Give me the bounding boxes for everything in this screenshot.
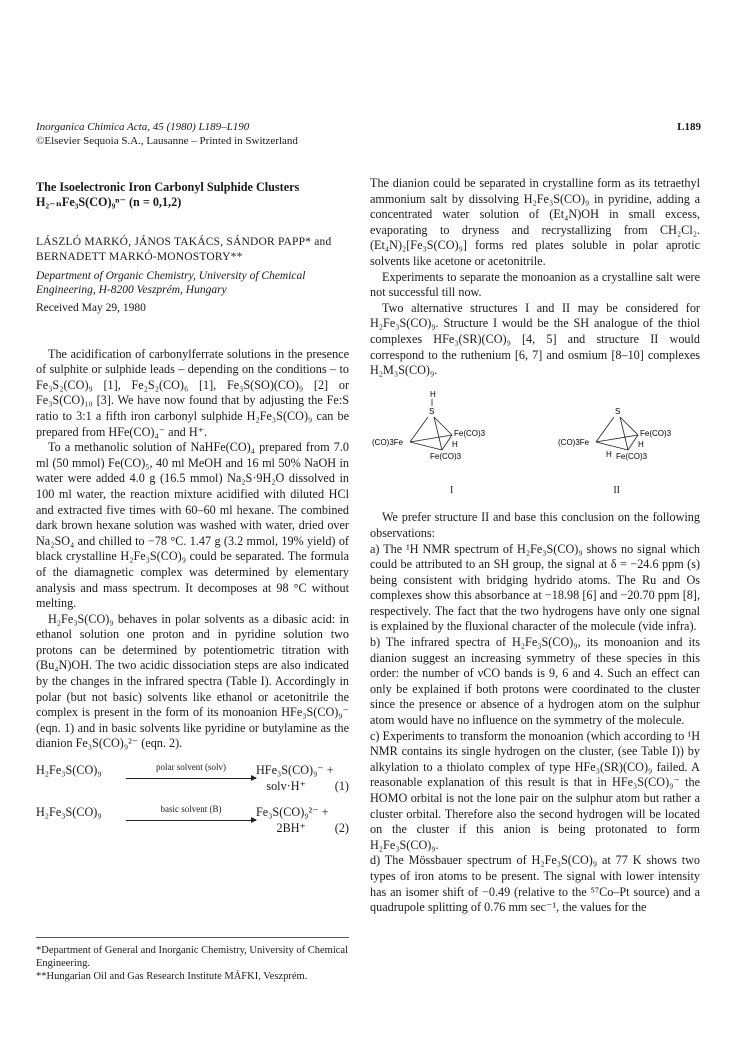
equation-1 bbox=[36, 760, 349, 779]
structure-labels bbox=[370, 483, 700, 499]
eqn1-product: HFe₃S(CO)₉⁻ + bbox=[256, 763, 334, 778]
paragraph: c) Experiments to transform the monoanion (which according to ¹H NMR contains its single hydrogen on the cluster, (see Table I)) by alkylation to a thiolato complex of type HFe₃(SR)(CO)₉ failed. A reasonable explanation of this result is that in HFe₃S(CO)₉⁻ the HOMO orbital is not the lone pair on the sulphur atom but rather a cluster orbital. Therefore also the second hydrogen will be located on the cluster if this anion is being protonated to form H₂Fe₃S(CO)₉. bbox=[370, 728, 700, 852]
equation-2 bbox=[36, 802, 349, 821]
paragraph: To a methanolic solution of NaHFe(CO)₄ prepared from 7.0 ml (50 mmol) Fe(CO)₅, 40 ml MeOH and 16 ml 50% NaOH in water were added 4.0 g (16.5 mmol) Na₂S·9H₂O dissolved in 100 ml water, the reaction mixture acidified with diluted HCl and extracted five times with 60–60 ml hexane. The combined dark brown hexane solution was washed with water, dried over Na₂SO₄ and chilled to −78 °C. 1.47 g (3.2 mmol, 19% yield) of black crystalline H₂Fe₃S(CO)₉ could be separated. The formula of the diamagnetic complex was determined by elementary analysis and mass spectrum. It decomposes at 98 °C without melting. bbox=[36, 440, 349, 611]
eqn2-condition: basic solvent (B) bbox=[160, 804, 222, 815]
authors: LÁSZLÓ MARKÓ, JÁNOS TAKÁCS, SÁNDOR PAPP* and BERNADETT MARKÓ-MONOSTORY** bbox=[36, 236, 332, 263]
paragraph: Experiments to separate the monoanion as a crystalline salt were not successful till now. bbox=[370, 269, 700, 300]
title-line-1: The Isoelectronic Iron Carbonyl Sulphide Clusters bbox=[36, 180, 300, 194]
footnote-2: **Hungarian Oil and Gas Research Institute MÁFKI, Veszprém. bbox=[36, 971, 308, 982]
footnote-1: *Department of General and Inorganic Chemistry, University of Chemical Engineering. bbox=[36, 945, 348, 969]
s2-s-label: S bbox=[615, 406, 621, 416]
s1-fe-bot: Fe(CO)3 bbox=[430, 451, 462, 461]
paragraph: Two alternative structures I and II may be considered for H₂Fe₃S(CO)₉. Structure I would be the SH analogue of the thiol complexes HFe₃(SR)(CO)₉ [4, 5] and structure II would correspond to the ruthenium [6, 7] and osmium [8–10] complexes H₂M₃S(CO)₉. bbox=[370, 300, 700, 378]
s1-fe-top: Fe(CO)3 bbox=[454, 428, 486, 438]
eqn1-condition: polar solvent (solv) bbox=[156, 762, 226, 773]
s1-h-label: H bbox=[430, 389, 436, 399]
structures-svg bbox=[370, 387, 700, 477]
eqn2-product: Fe₃S(CO)₉²⁻ + bbox=[256, 805, 329, 820]
title-line-2: H₂₋ₙFe₃S(CO)₉ⁿ⁻ (n = 0,1,2) bbox=[36, 195, 182, 209]
left-column bbox=[36, 180, 349, 838]
paragraph: H₂Fe₃S(CO)₉ behaves in polar solvents as a dibasic acid: in ethanol solution one proton and in pyridine solution two protons can be determined by potentiometric titration with (Bu₄N)OH. The two acidic dissociation steps are also indicated by the changes in the infrared spectra (Table I). Accordingly in polar (but not basic) solvents like ethanol or acetonitrile the complex is present in the form of its monoanion HFe₃S(CO)₉⁻ (eqn. 1) and in basic solvents like pyridine or butylamine as the dianion Fe₃S(CO)₉²⁻ (eqn. 2). bbox=[36, 611, 349, 751]
affiliation: Department of Organic Chemistry, University of Chemical Engineering, H-8200 Veszprém, Hungary bbox=[36, 270, 306, 296]
s2-fe-bot: Fe(CO)3 bbox=[616, 451, 648, 461]
structure-II bbox=[558, 407, 672, 461]
eqn1-continuation bbox=[36, 779, 349, 795]
article-title bbox=[36, 180, 349, 210]
s1-h-bridge: H bbox=[452, 439, 458, 449]
paragraph: a) The ¹H NMR spectrum of H₂Fe₃S(CO)₉ shows no signal which could be attributed to an SH group, the signal at δ = −24.6 ppm (s) being consistent with bridging hydrido atoms. The Ru and Os complexes show this absorbance at −18.98 [6] and −20.70 ppm [8], respectively. The fact that the two hydrogens have only one signal is explained by the fluxional character of the molecule (vide infra). bbox=[370, 541, 700, 634]
paragraph: b) The infrared spectra of H₂Fe₃S(CO)₉, its monoanion and its dianion suggest an increasing symmetry of these species in this order: the number of νCO bands is 9, 6 and 4. Such an effect can only be explained if both protons were coordinated to the cluster since the presence or absence of a hydrogen atom on the sulphur atom would have no influence on the symmetry of the molecule. bbox=[370, 635, 700, 728]
structure-label-II: II bbox=[613, 484, 620, 496]
footnotes bbox=[36, 937, 349, 983]
eqn1-byproduct: solv·H⁺ bbox=[266, 778, 306, 793]
paragraph: The acidification of carbonylferrate solutions in the presence of sulphite or sulphide leads – depending on the conditions – to Fe₃S₂(CO)₉ [1], Fe₂S₂(CO)₆ [1], Fe₃S(SO)(CO)₉ [2] or Fe₃S(CO)₁₀ [3]. We have now found that by adjusting the Fe:S ratio to 3:1 a fifth iron carbonyl sulphide H₂Fe₃S(CO)₉ can be prepared from HFe(CO)₄⁻ and H⁺. bbox=[36, 346, 349, 439]
eqn2-number: (2) bbox=[334, 820, 349, 835]
structure-I bbox=[372, 390, 486, 461]
journal-citation: Inorganica Chimica Acta, 45 (1980) L189–L190 bbox=[36, 121, 250, 133]
structure-diagrams bbox=[370, 387, 700, 477]
s2-fe-left: (CO)3Fe bbox=[558, 437, 590, 447]
right-column bbox=[370, 176, 700, 916]
s2-fe-top: Fe(CO)3 bbox=[640, 428, 672, 438]
eqn2-arrow bbox=[126, 802, 256, 821]
page-number: L189 bbox=[677, 121, 701, 133]
paragraph: We prefer structure II and base this conclusion on the following observations: bbox=[370, 510, 700, 540]
s2-h1: H bbox=[638, 439, 644, 449]
eqn2-byproduct: 2BH⁺ bbox=[276, 820, 306, 835]
eqn2-reactant: H₂Fe₃S(CO)₉ bbox=[36, 805, 102, 820]
structure-label-I: I bbox=[449, 484, 454, 496]
publisher-line: ©Elsevier Sequoia S.A., Lausanne – Printed in Switzerland bbox=[36, 135, 298, 147]
eqn1-number: (1) bbox=[334, 778, 349, 793]
paragraph: d) The Mössbauer spectrum of H₂Fe₃S(CO)₉ at 77 K shows two types of iron atoms to be present. The signal with lower intensity has an isomer shift of −0.49 (relative to the ⁵⁷Co–Pt source) and a quadrupole splitting of 0.76 mm sec⁻¹, the values for the bbox=[370, 853, 700, 915]
paragraph: The dianion could be separated in crystalline form as its tetraethyl ammonium salt by dissolving H₂Fe₃S(CO)₉ in pyridine, adding a concentrated water solution of (Et₄N)OH in small excess, evaporating to dryness and recrystallizing from CH₂Cl₂. (Et₄N)₂[Fe₃S(CO)₉] forms red plates soluble in polar aprotic solvents like acetone or acetonitrile. bbox=[370, 176, 700, 268]
received-date: Received May 29, 1980 bbox=[36, 302, 146, 314]
s2-h2: H bbox=[606, 449, 612, 459]
s1-fe-left: (CO)3Fe bbox=[372, 437, 404, 447]
eqn1-reactant: H₂Fe₃S(CO)₉ bbox=[36, 763, 102, 778]
page-header bbox=[36, 120, 701, 148]
eqn1-arrow bbox=[126, 760, 256, 779]
s1-s-label: S bbox=[429, 406, 435, 416]
eqn2-continuation bbox=[36, 821, 349, 837]
